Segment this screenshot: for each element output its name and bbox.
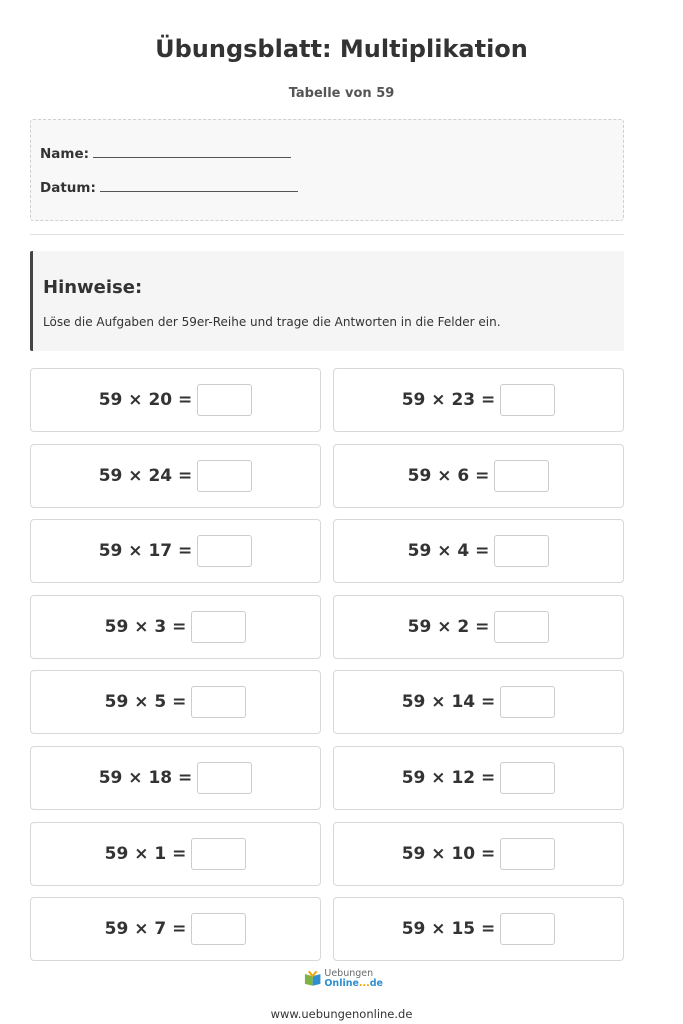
date-label: Datum: — [40, 180, 96, 196]
logo-online: Online — [324, 978, 359, 989]
book-icon — [303, 969, 322, 989]
problem-text: 59 × 17 = — [98, 541, 193, 561]
date-line — [100, 180, 298, 192]
logo-suffix: de — [369, 978, 383, 989]
site-logo[interactable] — [303, 967, 383, 991]
problem-card — [30, 822, 321, 886]
answer-field[interactable] — [191, 611, 246, 643]
answer-field[interactable] — [191, 838, 246, 870]
footer-url[interactable]: www.uebungenonline.de — [270, 1007, 413, 1021]
answer-field[interactable] — [500, 762, 555, 794]
hints-title: Hinweise: — [43, 277, 143, 298]
problem-card — [30, 368, 321, 432]
problem-card — [333, 368, 624, 432]
problem-card — [333, 670, 624, 734]
problem-text: 59 × 4 = — [407, 541, 490, 561]
answer-field[interactable] — [197, 762, 252, 794]
problem-card — [333, 595, 624, 659]
problem-text: 59 × 14 = — [401, 692, 496, 712]
logo-text — [324, 969, 383, 989]
answer-field[interactable] — [197, 384, 252, 416]
problem-card — [333, 746, 624, 810]
hints-text: Löse die Aufgaben der 59er-Reihe und trage die Antworten in die Felder ein. — [43, 315, 501, 329]
answer-field[interactable] — [494, 611, 549, 643]
problem-text: 59 × 7 = — [104, 919, 187, 939]
answer-field[interactable] — [191, 686, 246, 718]
problem-text: 59 × 24 = — [98, 466, 193, 486]
worksheet-subtitle: Tabelle von 59 — [288, 86, 395, 101]
date-row — [40, 180, 298, 196]
problem-text: 59 × 3 = — [104, 617, 187, 637]
problem-text: 59 × 6 = — [407, 466, 490, 486]
problem-text: 59 × 23 = — [401, 390, 496, 410]
answer-field[interactable] — [494, 460, 549, 492]
answer-field[interactable] — [500, 686, 555, 718]
answer-field[interactable] — [500, 838, 555, 870]
logo-dots: ... — [358, 978, 370, 989]
name-row — [40, 146, 291, 162]
answer-field[interactable] — [197, 535, 252, 567]
problem-card — [333, 822, 624, 886]
problem-card — [30, 897, 321, 961]
name-label: Name: — [40, 146, 90, 162]
hints-box — [30, 251, 624, 351]
problem-card — [333, 897, 624, 961]
problem-text: 59 × 18 = — [98, 768, 193, 788]
answer-field[interactable] — [500, 384, 555, 416]
problem-text: 59 × 10 = — [401, 844, 496, 864]
student-info-box — [30, 119, 624, 221]
answer-field[interactable] — [500, 913, 555, 945]
divider — [30, 234, 624, 235]
logo-text-bottom — [324, 979, 383, 989]
problem-text: 59 × 15 = — [401, 919, 496, 939]
problem-card — [30, 670, 321, 734]
answer-field[interactable] — [197, 460, 252, 492]
worksheet-title: Übungsblatt: Multiplikation — [155, 35, 528, 63]
answer-field[interactable] — [494, 535, 549, 567]
answer-field[interactable] — [191, 913, 246, 945]
problem-card — [30, 519, 321, 583]
problem-card — [30, 595, 321, 659]
problem-text: 59 × 2 = — [407, 617, 490, 637]
problem-card — [333, 444, 624, 508]
problem-card — [30, 746, 321, 810]
logo-text-top: Uebungen — [324, 968, 374, 979]
name-line — [93, 146, 291, 158]
problem-text: 59 × 12 = — [401, 768, 496, 788]
problem-card — [30, 444, 321, 508]
problem-text: 59 × 20 = — [98, 390, 193, 410]
problem-text: 59 × 1 = — [104, 844, 187, 864]
problem-card — [333, 519, 624, 583]
problem-text: 59 × 5 = — [104, 692, 187, 712]
